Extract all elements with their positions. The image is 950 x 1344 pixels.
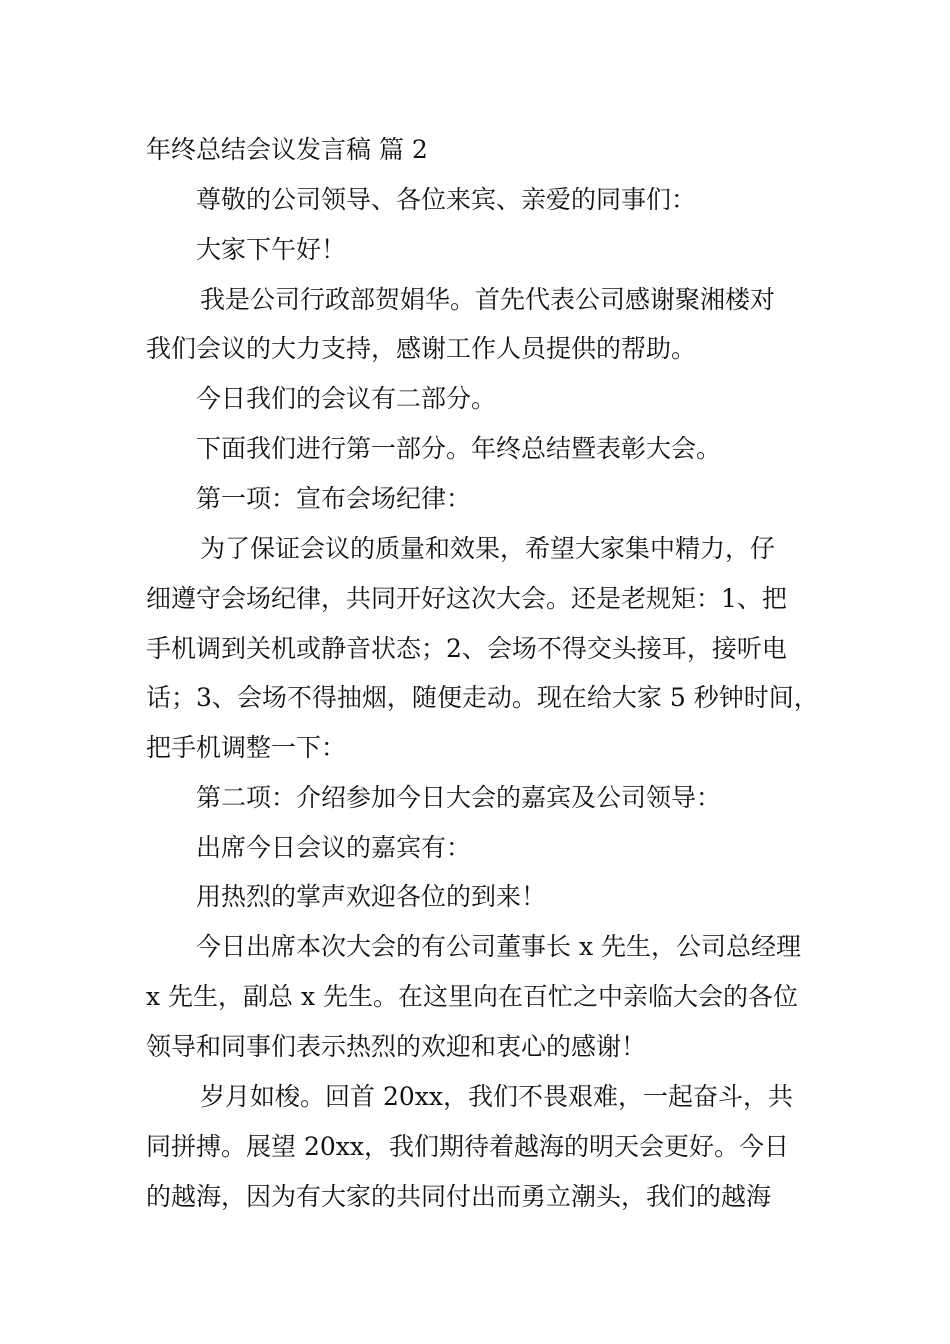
greeting-afternoon: 大家下午好！ [196,235,347,264]
paragraph-line: 的越海，因为有大家的共同付出而勇立潮头，我们的越海 [146,1182,772,1211]
paragraph-line: 我是公司行政部贺娟华。首先代表公司感谢聚湘楼对 [200,285,776,314]
paragraph-line: 我们会议的大力支持，感谢工作人员提供的帮助。 [146,334,697,363]
paragraph-line: 下面我们进行第一部分。年终总结暨表彰大会。 [196,434,722,463]
paragraph-line: 同拼搏。展望 20xx，我们期待着越海的明天会更好。今日 [146,1132,789,1161]
paragraph-line: 把手机调整一下： [146,733,347,762]
document-title: 年终总结会议发言稿 篇 2 [146,135,428,164]
paragraph-line: x 先生，副总 x 先生。在这里向在百忙之中亲临大会的各位 [146,982,799,1011]
paragraph-line: 今日我们的会议有二部分。 [196,384,497,413]
item-heading: 第二项：介绍参加今日大会的嘉宾及公司领导： [196,783,722,812]
paragraph-line: 用热烈的掌声欢迎各位的到来！ [196,882,547,911]
greeting-line: 尊敬的公司领导、各位来宾、亲爱的同事们： [196,185,697,214]
paragraph-line: 岁月如梭。回首 20xx，我们不畏艰难，一起奋斗，共 [200,1082,793,1111]
paragraph-line: 话；3、会场不得抽烟，随便走动。现在给大家 5 秒钟时间， [146,683,819,712]
paragraph-line: 为了保证会议的质量和效果，希望大家集中精力，仔 [200,534,776,563]
paragraph-line: 细遵守会场纪律，共同开好这次大会。还是老规矩：1、把 [146,584,787,613]
paragraph-line: 今日出席本次大会的有公司董事长 x 先生，公司总经理 [196,932,801,961]
paragraph-line: 手机调到关机或静音状态；2、会场不得交头接耳，接听电 [146,634,787,663]
paragraph-line: 领导和同事们表示热烈的欢迎和衷心的感谢！ [146,1032,647,1061]
item-heading: 第一项：宣布会场纪律： [196,484,472,513]
paragraph-line: 出席今日会议的嘉宾有： [196,833,472,862]
